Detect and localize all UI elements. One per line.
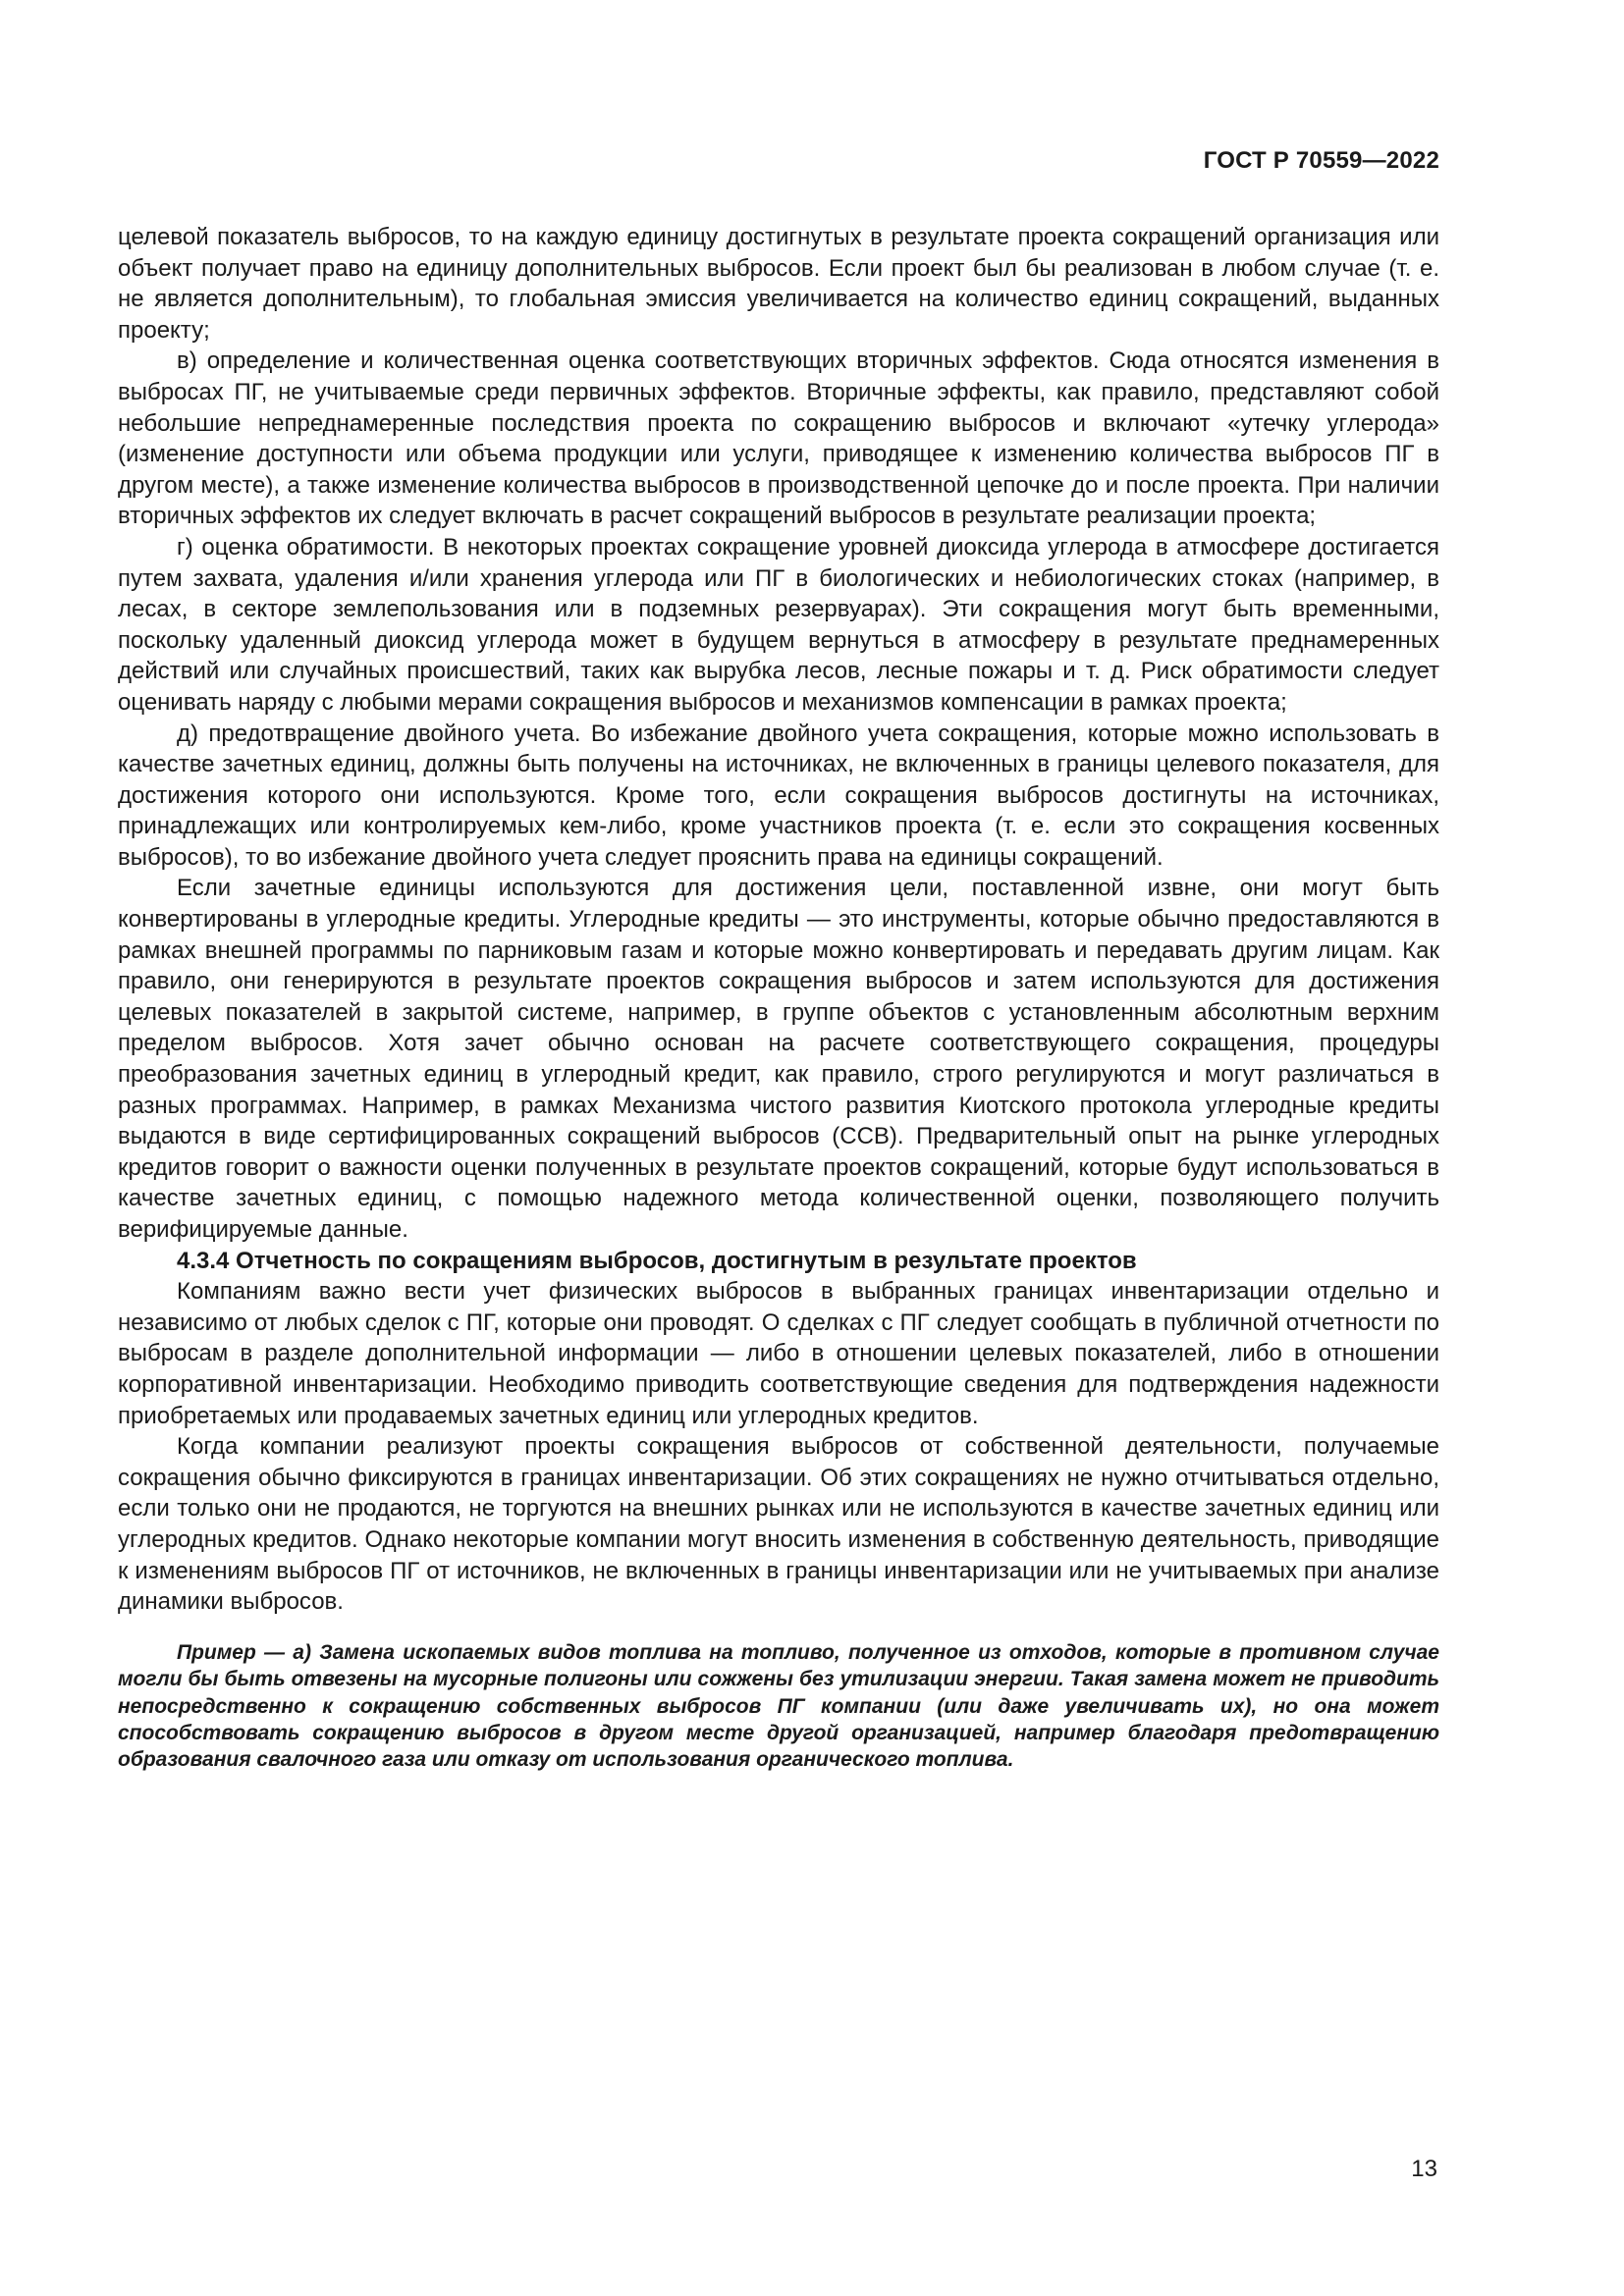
paragraph-reporting: Компаниям важно вести учет физических выбросов в выбранных границах инвентаризации отдельно и независимо от любых сделок с ПГ, которые они проводят. О сделках с ПГ следует сообщать в публичной отчетности по выбросам в разделе дополнительной информации — либо в отношении целевых показателей, либо в отношении корпоративной инвентаризации. Необходимо приводить соответствующие сведения для подтверждения надежности приобретаемых или продаваемых зачетных единиц или углеродных кредитов. bbox=[118, 1278, 1439, 1429]
example-note: Пример — а) Замена ископаемых видов топлива на топливо, полученное из отходов, которые в противном случае могли бы быть отвезены на мусорные полигоны или сожжены без утилизации энергии. Такая замена может не приводить непосредственно к сокращению собственных выбросов ПГ компании (или даже увеличивать их), но она может способствовать сокращению выбросов в другом месте другой организацией, например благодаря предотвращению образования свалочного газа или отказу от использования органического топлива. bbox=[118, 1640, 1439, 1772]
section-heading: 4.3.4 Отчетность по сокращениям выбросов, достигнутым в результате проектов bbox=[177, 1247, 1137, 1274]
paragraph-own-activities: Когда компании реализуют проекты сокращения выбросов от собственной деятельности, получаемые сокращения обычно фиксируются в границах инвентаризации. Об этих сокращениях не нужно отчитываться отдельно, если только они не продаются, не торгуются на внешних рынках или не используются в качестве зачетных единиц или углеродных кредитов. Однако некоторые компании могут вносить изменения в собственную деятельность, приводящие к изменениям выбросов ПГ от источников, не включенных в границы инвентаризации или не учитываемых при анализе динамики выбросов. bbox=[118, 1433, 1439, 1616]
paragraph-item-v: в) определение и количественная оценка соответствующих вторичных эффектов. Сюда относятся изменения в выбросах ПГ, не учитываемые среди первичных эффектов. Вторичные эффекты, как правило, представляют собой небольшие непреднамеренные последствия проекта по сокращению выбросов и включают «утечку углерода» (изменение доступности или объема продукции или услуги, приводящее к изменению количества выбросов ПГ в другом месте), а также изменение количества выбросов в производственной цепочке до и после проекта. При наличии вторичных эффектов их следует включать в расчет сокращений выбросов в результате реализации проекта; bbox=[118, 347, 1439, 530]
document-header: ГОСТ Р 70559—2022 bbox=[1203, 147, 1439, 174]
paragraph-item-d: д) предотвращение двойного учета. Во избежание двойного учета сокращения, которые можно использовать в качестве зачетных единиц, должны быть получены на источниках, не включенных в границы целевого показателя, для достижения которого они используются. Кроме того, если сокращения выбросов достигнуты на источниках, принадлежащих или контролируемых кем-либо, кроме участников проекта (т. е. если это сокращения косвенных выбросов), то во избежание двойного учета следует прояснить права на единицы сокращений. bbox=[118, 720, 1439, 871]
page-number: 13 bbox=[1411, 2156, 1437, 2182]
paragraph-item-g: г) оценка обратимости. В некоторых проектах сокращение уровней диоксида углерода в атмосфере достигается путем захвата, удаления и/или хранения углерода или ПГ в биологических и небиологических стоках (например, в лесах, в секторе землепользования или в подземных резервуарах). Эти сокращения могут быть временными, поскольку удаленный диоксид углерода может в будущем вернуться в атмосферу в результате преднамеренных действий или случайных происшествий, таких как вырубка лесов, лесные пожары и т. д. Риск обратимости следует оценивать наряду с любыми мерами сокращения выбросов и механизмов компенсации в рамках проекта; bbox=[118, 533, 1439, 716]
paragraph-carbon-credits: Если зачетные единицы используются для достижения цели, поставленной извне, они могут быть конвертированы в углеродные кредиты. Углеродные кредиты — это инструменты, которые обычно предоставляются в рамках внешней программы по парниковым газам и которые можно конвертировать и передавать другим лицам. Как правило, они генерируются в результате проектов сокращения выбросов и затем используются для достижения целевых показателей в закрытой системе, например, в группе объектов с установленным абсолютным верхним пределом выбросов. Хотя зачет обычно основан на расчете соответствующего сокращения, процедуры преобразования зачетных единиц в углеродный кредит, как правило, строго регулируются и могут различаться в разных программах. Например, в рамках Механизма чистого развития Киотского протокола углеродные кредиты выдаются в виде сертифицированных сокращений выбросов (ССВ). Предварительный опыт на рынке углеродных кредитов говорит о важности оценки полученных в результате проектов сокращений, которые будут использоваться в качестве зачетных единиц, с помощью надежного метода количественной оценки, позволяющего получить верифицируемые данные. bbox=[118, 875, 1439, 1243]
paragraph-continuation: целевой показатель выбросов, то на каждую единицу достигнутых в результате проекта сокращений организация или объект получает право на единицу дополнительных выбросов. Если проект был бы реализован в любом случае (т. е. не является дополнительным), то глобальная эмиссия увеличивается на количество единиц сокращений, выданных проекту; bbox=[118, 224, 1439, 344]
document-body bbox=[118, 222, 1439, 1774]
